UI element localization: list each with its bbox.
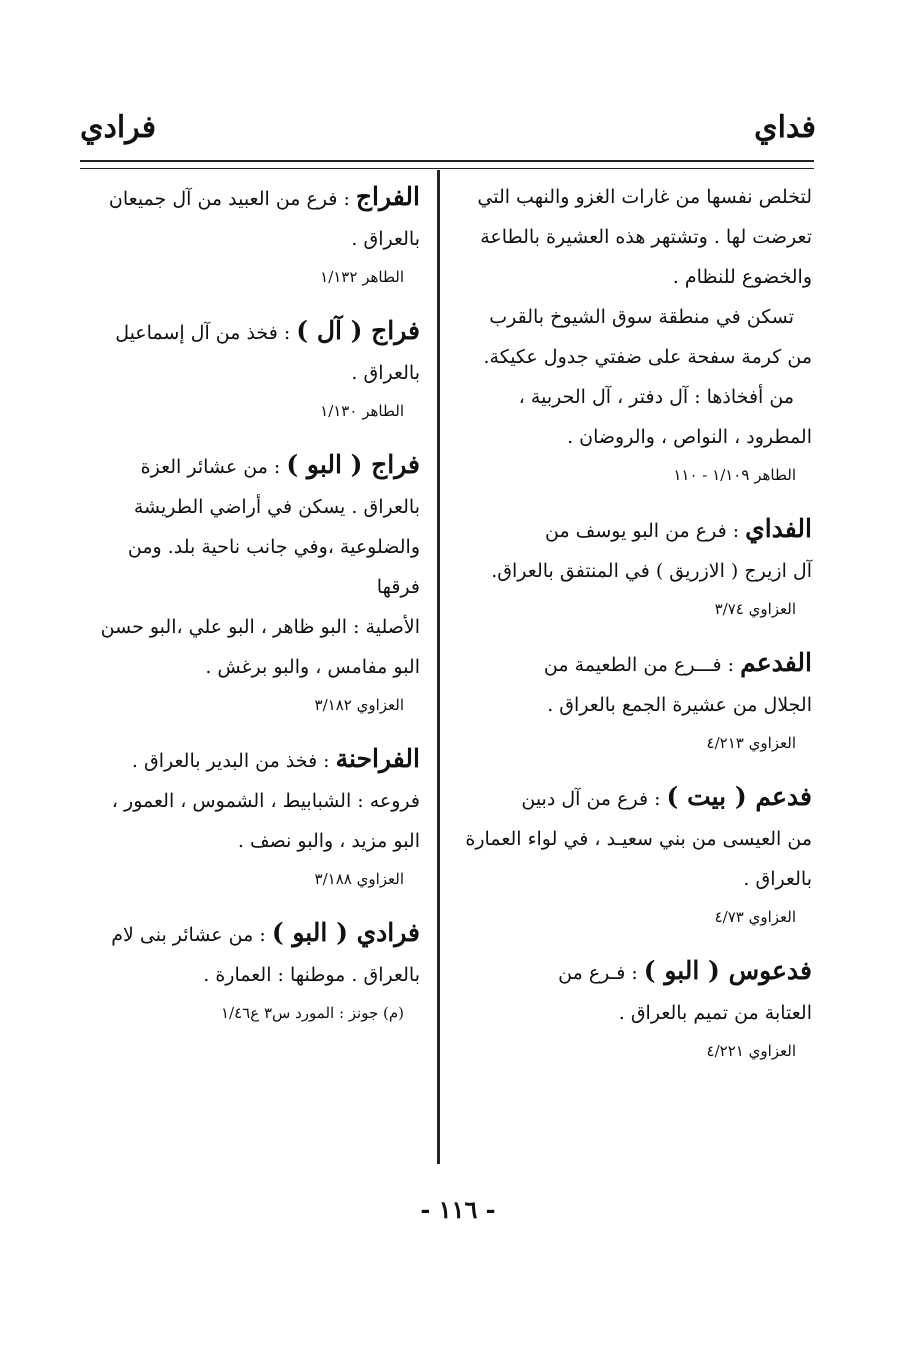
entry-headword: فدعم ( بيت )	[666, 782, 812, 811]
entry-headword: فرادي ( البو )	[271, 918, 420, 947]
text-line: والخضوع للنظام .	[672, 266, 812, 288]
citation: العزاوي ٣/١٨٨	[314, 870, 404, 888]
entry-headword: فراج ( آل )	[296, 316, 420, 345]
dictionary-entry	[462, 777, 812, 935]
citation: العزاوي ٣/١٨٢	[314, 696, 404, 714]
dictionary-entry	[80, 445, 420, 723]
entry-text: : فخذ من البدير بالعراق .	[131, 750, 330, 772]
text-line: البو مفامس ، والبو برغش .	[205, 656, 420, 678]
text-line: من أفخاذها : آل دفتر ، آل الحربية ،	[518, 386, 794, 408]
citation: الطاهر ١/١٣٢	[320, 268, 404, 286]
entry-headword: فراج ( البو )	[286, 450, 420, 479]
text-line: فروعه : الشبابيط ، الشموس ، العمور ،	[111, 790, 420, 812]
entry-headword: الفداي	[745, 514, 812, 543]
text-line: من العيسى من بني سعيـد ، في لواء العمارة	[465, 828, 812, 850]
entry-text: : فرع من آل دبين	[521, 788, 661, 810]
header-rule	[80, 160, 814, 162]
citation: الطاهر ١/١٣٠	[320, 402, 404, 420]
entry-text: : فرع من البو يوسف من	[545, 520, 740, 542]
entry-headword: فدعوس ( البو )	[643, 956, 812, 985]
text-line: لتخلص نفسها من غارات الغزو والنهب التي	[477, 186, 812, 208]
entry-text: : فرع من العبيد من آل جميعان	[108, 188, 350, 210]
text-line: تسكن في منطقة سوق الشيوخ بالقرب	[489, 306, 794, 328]
entry-text: : من عشائر العزة	[140, 456, 281, 478]
text-line: من كرمة سفحة على ضفتي جدول عكيكة.	[483, 346, 812, 368]
text-line: والضلوعية ،وفي جانب ناحية بلد. ومن فرقها	[127, 536, 420, 598]
continued-entry	[462, 177, 812, 493]
left-column	[80, 177, 420, 1047]
text-line: آل ازيرج ( الازريق ) في المنتفق بالعراق.	[491, 560, 812, 582]
entry-text: : فـــرع من الطعيمة من	[543, 654, 735, 676]
citation: العزاوي ٤/٧٣	[714, 908, 796, 926]
right-column	[462, 177, 812, 1085]
entry-headword: الفراج	[355, 182, 420, 211]
entry-text: : فخذ من آل إسماعيل	[115, 322, 291, 344]
text-line: بالعراق .	[743, 868, 812, 890]
entry-headword: الفدعم	[740, 648, 812, 677]
entry-text: : من عشائر بنى لام	[111, 924, 266, 946]
dictionary-entry	[80, 739, 420, 897]
text-line: المطرود ، النواص ، والروضان .	[567, 426, 812, 448]
citation: العزاوي ٤/٢٢١	[706, 1042, 796, 1060]
column-divider	[437, 170, 440, 1164]
dictionary-entry	[462, 951, 812, 1069]
citation: العزاوي ٤/٢١٣	[706, 734, 796, 752]
text-line: بالعراق .	[351, 362, 420, 384]
dictionary-entry	[80, 177, 420, 295]
text-line: بالعراق .	[351, 228, 420, 250]
page-number: - ١١٦ -	[420, 1195, 496, 1224]
dictionary-entry	[462, 509, 812, 627]
header-rule-thin	[80, 168, 814, 169]
dictionary-entry	[80, 311, 420, 429]
dictionary-entry	[80, 913, 420, 1031]
running-header-left: فرادي	[80, 110, 157, 145]
text-line: الجلال من عشيرة الجمع بالعراق .	[547, 694, 812, 716]
citation: الطاهر ١/١٠٩ - ١١٠	[673, 466, 796, 484]
text-line: بالعراق . موطنها : العمارة .	[203, 964, 420, 986]
entry-text: : فـرع من	[558, 962, 638, 984]
citation: العزاوي ٣/٧٤	[714, 600, 796, 618]
text-line: الأصلية : البو ظاهر ، البو علي ،البو حسن	[100, 616, 420, 638]
running-header-right: فداي	[754, 110, 816, 145]
dictionary-entry	[462, 643, 812, 761]
text-line: تعرضت لها . وتشتهر هذه العشيرة بالطاعة	[480, 226, 812, 248]
entry-headword: الفراحنة	[335, 744, 420, 773]
text-line: البو مزيد ، والبو نصف .	[237, 830, 420, 852]
text-line: بالعراق . يسكن في أراضي الطريشة	[133, 496, 420, 518]
citation: (م) جونز : المورد س٣ ع١/٤٦	[221, 1004, 404, 1022]
text-line: العتابة من تميم بالعراق .	[618, 1002, 812, 1024]
